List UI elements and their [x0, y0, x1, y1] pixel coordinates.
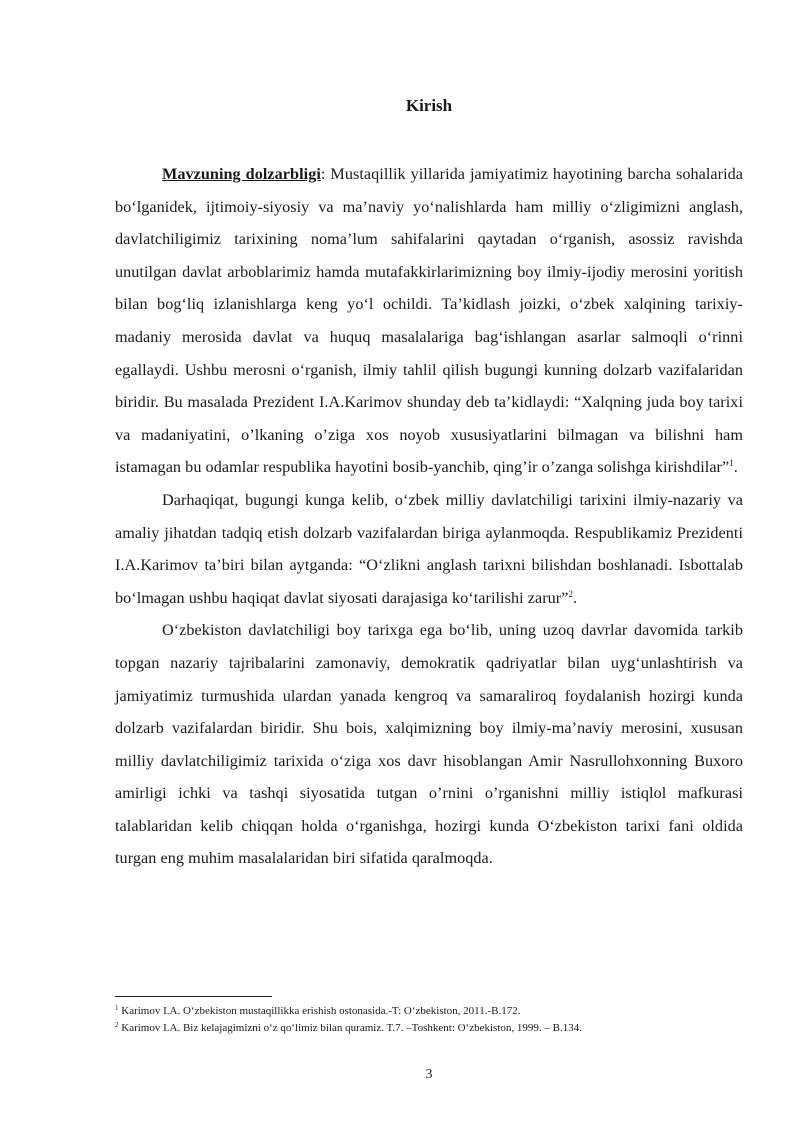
paragraph-text: Darhaqiqat, bugungi kunga kelib, o‘zbek milliy davlatchiligi tarixini ilmiy-nazariy va amaliy jihatdan tadqiq etish dolzarb vazifalardan biriga aylanmoqda. Respublikamiz Prezidenti I.A.Karimov ta’biri bilan aytganda: “O‘zlikni anglash tarixni bilishdan boshlanadi. Isbottalab bo‘lmagan ushbu haqiqat davlat siyosati darajasiga ko‘tarilishi zarur”: [115, 490, 743, 607]
paragraph-text: Mustaqillik yillarida jamiyatimiz hayotining barcha sohalarida bo‘lganidek, ijtimoiy-siyosiy va ma’naviy yo‘nalishlarda ham milliy o‘zligimizni anglash, davlatchiligimiz tarixining noma’lum sahifalarini qaytadan o‘rganish, asossiz ravishda unutilgan davlat arboblarimiz hamda mutafakkirlarimizning boy ilmiy-ijodiy merosini yoritish bilan bog‘liq izlanishlarga keng yo‘l ochildi. Ta’kidlash joizki, o‘zbek xalqining tarixiy-madaniy merosida davlat va huquq masalalariga bag‘ishlangan asarlar salmoqli o‘rinni egallaydi. Ushbu merosni o‘rganish, ilmiy tahlil qilish bugungi kunning dolzarb vazifalaridan biridir. Bu masalada Prezident I.A.Karimov shunday deb ta’kidlaydi: “Xalqning juda boy tarixi va madaniyatini, o’lkaning o’ziga xos noyob xususiyatlarini bilmagan va bilishni ham istamagan bu odamlar respublika hayotini bosib-yanchib, qing’ir o’zanga solishga kirishdilar”: [115, 165, 743, 477]
footnote-item: [115, 1020, 755, 1037]
footnote-separator: [115, 996, 272, 997]
section-heading: Kirish: [405, 96, 453, 115]
footnote-text: Karimov I.A. O‘zbekiston mustaqillikka erishish ostonasida.-T: O‘zbekiston, 2011.-B.172.: [121, 1005, 521, 1017]
paragraph-statehood: [115, 614, 743, 875]
paragraph-lead-colon: :: [320, 165, 326, 183]
footnote-reference[interactable]: 1: [729, 458, 734, 469]
paragraph-end: .: [573, 588, 578, 607]
footnote-number: 2: [115, 1021, 119, 1029]
paragraph-text: O‘zbekiston davlatchiligi boy tarixga ega bo‘lib, uning uzoq davrlar davomida tarkib topgan nazariy tajribalarini zamonaviy, demokratik qadriyatlar bilan uyg‘unlashtirish va jamiyatimiz turmushida ulardan yanada kengroq va samaraliroq foydalanish hozirgi kunda dolzarb vazifalardan biridir. Shu bois, xalqimizning boy ilmiy-ma’naviy merosini, xususan milliy davlatchiligimiz tarixida o‘ziga xos davr hisoblangan Amir Nasrullohxonning Buxoro amirligi ichki va tashqi siyosatida tutgan o’rnini o’rganishni milliy istiqlol mafkurasi talablaridan kelib chiqqan holda o‘rganishga, hozirgi kunda O‘zbekiston tarixi fani oldida turgan eng muhim masalalaridan biri sifatida qaralmoqda.: [115, 621, 743, 868]
footnotes: [115, 1003, 755, 1037]
page-number: 3: [425, 1067, 433, 1082]
body-text: [115, 158, 743, 875]
paragraph-relevance: [115, 158, 743, 484]
paragraph-end: .: [733, 458, 738, 477]
paragraph-history-research: [115, 484, 743, 614]
footnote-text: Karimov I.A. Biz kelajagimizni o‘z qo‘limiz bilan quramiz. T.7. –Toshkent: O‘zbekiston, 1999. – B.134.: [121, 1022, 582, 1034]
paragraph-lead: Mavzuning dolzarbligi: [162, 165, 321, 183]
footnote-number: 1: [115, 1004, 119, 1012]
footnote-item: [115, 1003, 755, 1020]
footnote-reference[interactable]: 2: [568, 588, 574, 599]
